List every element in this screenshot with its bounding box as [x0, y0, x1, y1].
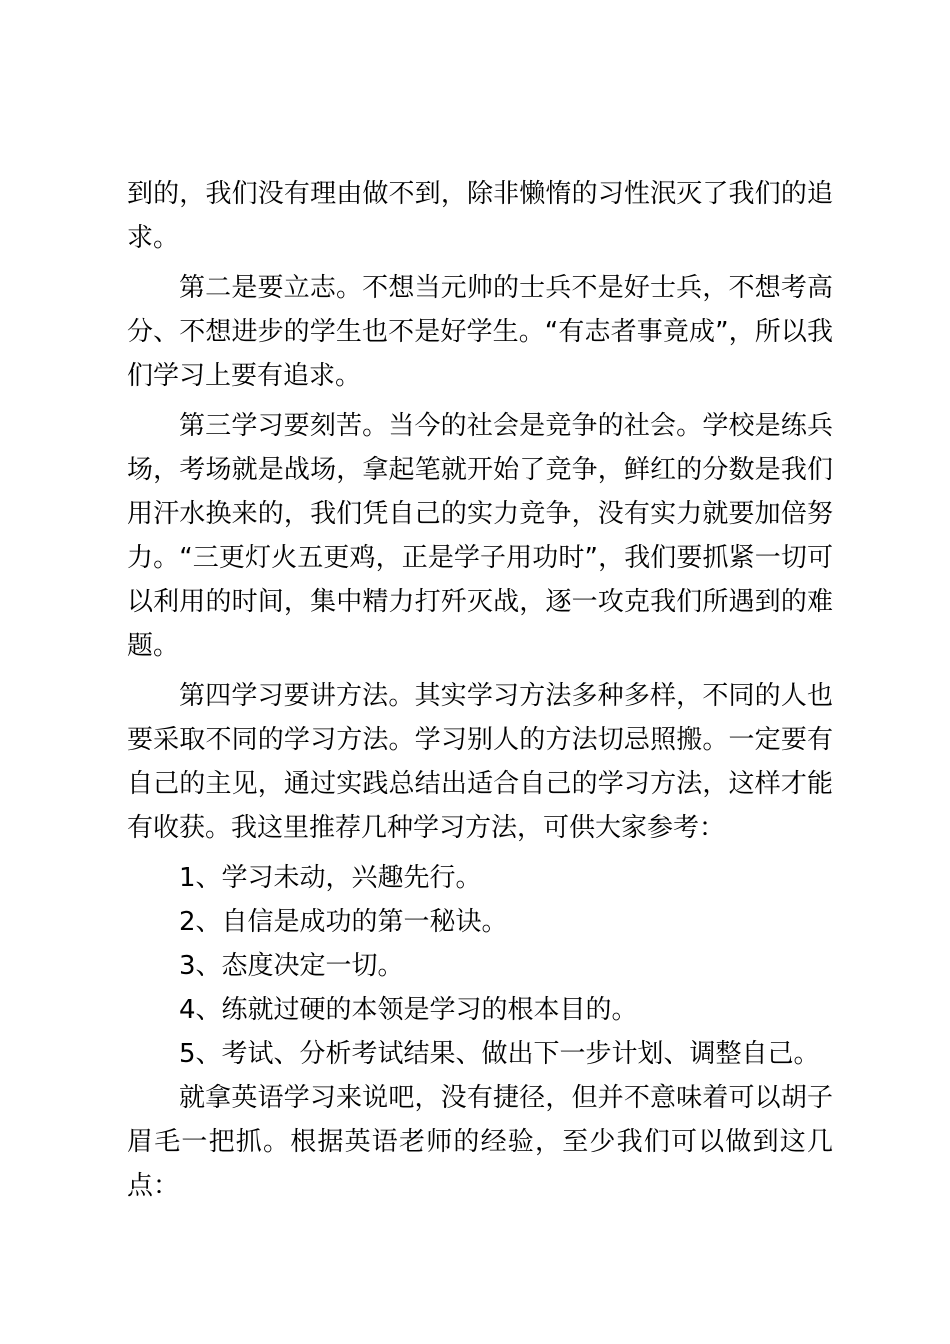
paragraph-diligence: 第三学习要刻苦。当今的社会是竞争的社会。学校是练兵场，考场就是战场，拿起笔就开始了竞争，鲜红的分数是我们用汗水换来的，我们凭自己的实力竞争，没有实力就要加倍努力。“三更灯火五更鸡，正是学子用功时”，我们要抓紧一切可以利用的时间，集中精力打歼灭战，逐一攻克我们所遇到的难题。 — [127, 411, 833, 661]
paragraph-method: 第四学习要讲方法。其实学习方法多种多样，不同的人也要采取不同的学习方法。学习别人的方法切忌照搬。一定要有自己的主见，通过实践总结出适合自己的学习方法，这样才能有收获。我这里推荐几种学习方法，可供大家参考： — [127, 681, 833, 843]
list-item: 5、考试、分析考试结果、做出下一步计划、调整自己。 — [179, 1039, 820, 1069]
list-item: 1、学习未动，兴趣先行。 — [179, 863, 482, 893]
paragraph-continuation: 到的，我们没有理由做不到，除非懒惰的习性泯灭了我们的追求。 — [127, 179, 833, 253]
list-item: 4、练就过硬的本领是学习的根本目的。 — [179, 995, 638, 1025]
list-item: 3、态度决定一切。 — [179, 951, 404, 981]
paragraph-english: 就拿英语学习来说吧，没有捷径，但并不意味着可以胡子眉毛一把抓。根据英语老师的经验，至少我们可以做到这几点： — [127, 1083, 833, 1201]
method-list — [127, 856, 833, 1076]
document-page — [127, 172, 833, 1214]
paragraph-ambition: 第二是要立志。不想当元帅的士兵不是好士兵，不想考高分、不想进步的学生也不是好学生。“有志者事竟成”，所以我们学习上要有追求。 — [127, 273, 833, 391]
list-item: 2、自信是成功的第一秘诀。 — [179, 907, 508, 937]
